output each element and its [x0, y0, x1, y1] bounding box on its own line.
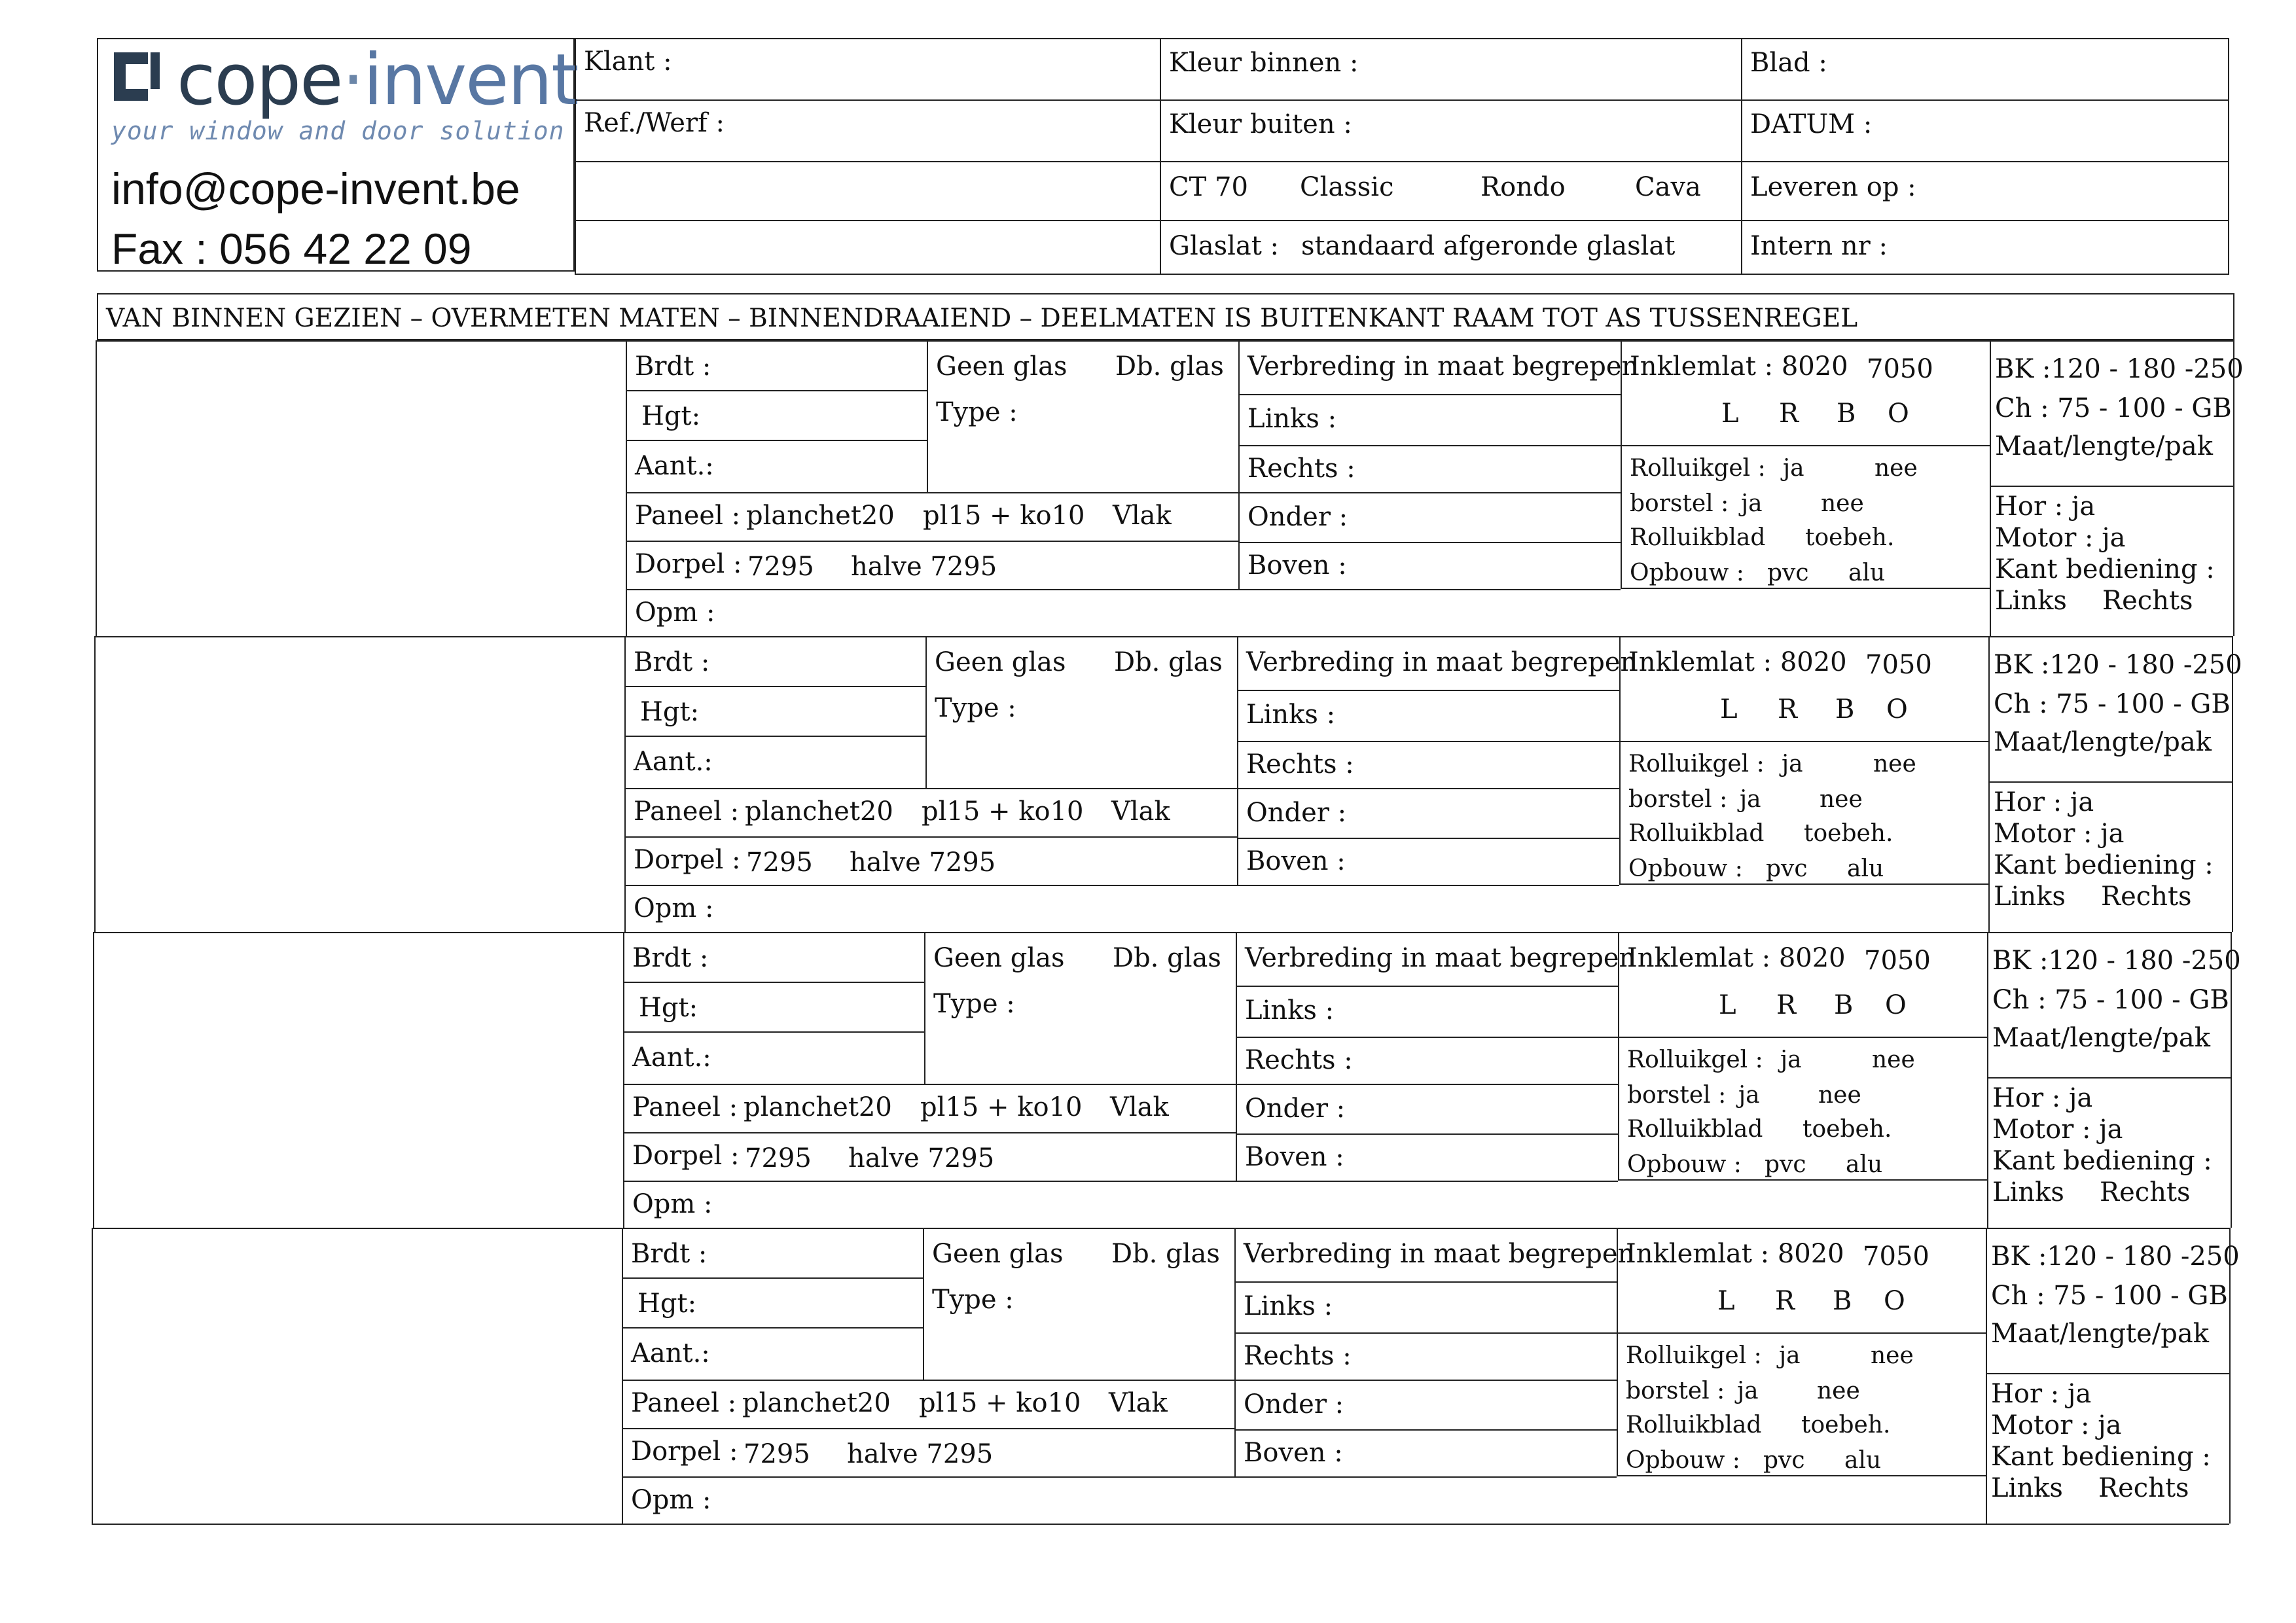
opbouw-label: Opbouw :: [1626, 1447, 1740, 1474]
bk-options[interactable]: BK :120 - 180 -250: [1992, 946, 2241, 976]
kant-rechts-option[interactable]: Rechts: [2101, 882, 2192, 912]
planchet20-option[interactable]: planchet20: [746, 501, 895, 531]
planchet20-option[interactable]: planchet20: [742, 1388, 891, 1418]
pl15-ko10-option[interactable]: pl15 + ko10: [919, 1388, 1081, 1418]
maat-lengte-pak-label: Maat/lengte/pak: [1991, 1319, 2209, 1349]
pl15-ko10-option[interactable]: pl15 + ko10: [922, 796, 1084, 827]
klant-label: Klant :: [584, 46, 672, 77]
maat-lengte-pak-label: Maat/lengte/pak: [1992, 1023, 2210, 1053]
rondo-option[interactable]: Rondo: [1480, 172, 1566, 202]
toebeh-option[interactable]: toebeh.: [1803, 1116, 1892, 1143]
borstel-label: borstel :: [1626, 1378, 1725, 1404]
ch-options[interactable]: Ch : 75 - 100 - GB: [1992, 985, 2229, 1015]
aant-label: Aant.:: [634, 747, 713, 777]
opm-label: Opm :: [634, 893, 714, 923]
verbreding-boven-label: Boven :: [1245, 1142, 1344, 1172]
verbreding-boven-label: Boven :: [1246, 846, 1346, 876]
rolluikgel-ja-option[interactable]: ja: [1783, 455, 1804, 482]
position-o-option[interactable]: O: [1885, 990, 1907, 1020]
pl15-ko10-option[interactable]: pl15 + ko10: [923, 501, 1085, 531]
kant-bediening-label: Kant bediening :: [1992, 1146, 2212, 1176]
position-r-option[interactable]: R: [1778, 694, 1798, 724]
verbreding-label: Verbreding in maat begrepen: [1245, 943, 1636, 973]
type-label: Type :: [936, 397, 1018, 427]
borstel-ja-option[interactable]: ja: [1737, 1378, 1759, 1404]
borstel-label: borstel :: [1627, 1082, 1727, 1109]
type-label: Type :: [935, 693, 1016, 723]
brdt-label: Brdt :: [634, 647, 710, 677]
paneel-label: Paneel :: [632, 1092, 738, 1122]
window-sketch-area-3[interactable]: [96, 935, 620, 1225]
planchet20-option[interactable]: planchet20: [744, 1092, 892, 1122]
window-sketch-area-1[interactable]: [98, 343, 623, 633]
position-r-option[interactable]: R: [1776, 990, 1797, 1020]
position-b-option[interactable]: B: [1834, 990, 1854, 1020]
position-o-option[interactable]: O: [1884, 1286, 1905, 1316]
opm-label: Opm :: [632, 1189, 713, 1219]
kant-rechts-option[interactable]: Rechts: [2100, 1177, 2191, 1207]
rolluikblad-label: Rolluikblad: [1627, 1116, 1763, 1143]
opbouw-label: Opbouw :: [1630, 560, 1744, 586]
toebeh-option[interactable]: toebeh.: [1804, 820, 1893, 847]
dorpel-label: Dorpel :: [635, 549, 742, 579]
hor-ja-option[interactable]: Hor : ja: [1992, 1083, 2093, 1113]
position-l-option[interactable]: L: [1721, 399, 1739, 429]
header-empty-field-1[interactable]: [584, 165, 1147, 217]
opbouw-alu-option[interactable]: alu: [1846, 1151, 1883, 1178]
vlak-option[interactable]: Vlak: [1113, 501, 1172, 531]
window-sketch-area-2[interactable]: [97, 639, 622, 929]
verbreding-onder-label: Onder :: [1247, 502, 1348, 532]
hgt-label: Hgt:: [641, 401, 701, 431]
company-logo-box: [97, 38, 578, 273]
toebeh-option[interactable]: toebeh.: [1801, 1412, 1891, 1438]
verbreding-links-label: Links :: [1245, 995, 1335, 1026]
ch-options[interactable]: Ch : 75 - 100 - GB: [1995, 393, 2232, 423]
motor-ja-option[interactable]: Motor : ja: [1995, 523, 2126, 553]
ch-options[interactable]: Ch : 75 - 100 - GB: [1994, 689, 2231, 719]
position-l-option[interactable]: L: [1720, 694, 1738, 724]
halve-7295-option[interactable]: halve 7295: [850, 847, 996, 878]
kant-links-option[interactable]: Links: [1992, 1177, 2064, 1207]
instruction-text: VAN BINNEN GEZIEN – OVERMETEN MATEN – BINNENDRAAIEND – DEELMATEN IS BUITENKANT RAAM TOT AS TUSSENREGEL: [106, 304, 1858, 333]
maat-lengte-pak-label: Maat/lengte/pak: [1995, 431, 2213, 461]
vlak-option[interactable]: Vlak: [1109, 1388, 1168, 1418]
rolluikgel-label: Rolluikgel :: [1626, 1342, 1762, 1369]
paneel-label: Paneel :: [631, 1388, 737, 1418]
verbreding-onder-label: Onder :: [1244, 1389, 1344, 1419]
hgt-label: Hgt:: [639, 993, 698, 1023]
db-glas-option[interactable]: Db. glas: [1115, 351, 1224, 382]
brdt-label: Brdt :: [635, 351, 711, 382]
verbreding-links-label: Links :: [1246, 700, 1336, 730]
borstel-label: borstel :: [1628, 786, 1728, 813]
brand-tagline: your window and door solution: [111, 116, 565, 145]
aant-label: Aant.:: [631, 1338, 710, 1368]
motor-ja-option[interactable]: Motor : ja: [1991, 1410, 2122, 1440]
borstel-nee-option[interactable]: nee: [1820, 786, 1863, 813]
kant-links-option[interactable]: Links: [1991, 1473, 2063, 1503]
ref-werf-label: Ref./Werf :: [584, 108, 725, 138]
position-l-option[interactable]: L: [1719, 990, 1736, 1020]
verbreding-label: Verbreding in maat begrepen: [1244, 1239, 1635, 1269]
rolluikgel-ja-option[interactable]: ja: [1782, 751, 1803, 777]
dorpel-7295-option[interactable]: 7295: [747, 552, 814, 582]
dorpel-7295-option[interactable]: 7295: [746, 847, 813, 878]
rolluikgel-nee-option[interactable]: nee: [1872, 1046, 1915, 1073]
geen-glas-option[interactable]: Geen glas: [932, 1239, 1064, 1269]
kant-rechts-option[interactable]: Rechts: [2098, 1473, 2189, 1503]
dorpel-label: Dorpel :: [632, 1141, 740, 1171]
hor-ja-option[interactable]: Hor : ja: [1995, 491, 2096, 522]
opbouw-pvc-option[interactable]: pvc: [1766, 855, 1808, 882]
rolluikblad-label: Rolluikblad: [1626, 1412, 1762, 1438]
glaslat-label: Glaslat :: [1169, 231, 1280, 261]
position-r-option[interactable]: R: [1775, 1286, 1795, 1316]
position-b-option[interactable]: B: [1837, 399, 1856, 429]
vlak-option[interactable]: Vlak: [1110, 1092, 1169, 1122]
geen-glas-option[interactable]: Geen glas: [933, 943, 1065, 973]
window-sketch-area-4[interactable]: [94, 1230, 619, 1521]
inklemlat-7050-option[interactable]: 7050: [1864, 946, 1931, 976]
verbreding-onder-label: Onder :: [1246, 798, 1347, 828]
motor-ja-option[interactable]: Motor : ja: [1992, 1115, 2123, 1145]
geen-glas-option[interactable]: Geen glas: [935, 647, 1066, 677]
opbouw-alu-option[interactable]: alu: [1848, 560, 1886, 586]
dorpel-label: Dorpel :: [634, 845, 741, 875]
kant-bediening-label: Kant bediening :: [1995, 554, 2215, 584]
opbouw-alu-option[interactable]: alu: [1844, 1447, 1882, 1474]
verbreding-rechts-label: Rechts :: [1245, 1045, 1353, 1075]
type-label: Type :: [933, 989, 1015, 1019]
type-label: Type :: [932, 1285, 1014, 1315]
kant-rechts-option[interactable]: Rechts: [2102, 586, 2193, 616]
opbouw-pvc-option[interactable]: pvc: [1767, 560, 1809, 586]
hgt-label: Hgt:: [640, 697, 700, 727]
db-glas-option[interactable]: Db. glas: [1111, 1239, 1220, 1269]
contact-email: info@cope-invent.be: [111, 164, 520, 214]
verbreding-links-label: Links :: [1244, 1291, 1333, 1321]
rolluikblad-label: Rolluikblad: [1630, 524, 1766, 551]
opm-label: Opm :: [631, 1485, 711, 1515]
position-r-option[interactable]: R: [1779, 399, 1799, 429]
inklemlat-8020-option[interactable]: Inklemlat : 8020: [1630, 351, 1848, 382]
aant-label: Aant.:: [635, 451, 714, 481]
kant-links-option[interactable]: Links: [1995, 586, 2067, 616]
inklemlat-8020-option[interactable]: Inklemlat : 8020: [1628, 647, 1847, 677]
borstel-nee-option[interactable]: nee: [1818, 1082, 1861, 1109]
toebeh-option[interactable]: toebeh.: [1805, 524, 1895, 551]
verbreding-links-label: Links :: [1247, 404, 1337, 434]
halve-7295-option[interactable]: halve 7295: [847, 1439, 994, 1469]
ch-options[interactable]: Ch : 75 - 100 - GB: [1991, 1281, 2228, 1311]
inklemlat-8020-option[interactable]: Inklemlat : 8020: [1626, 1239, 1844, 1269]
borstel-ja-option[interactable]: ja: [1741, 490, 1763, 517]
db-glas-option[interactable]: Db. glas: [1113, 943, 1221, 973]
verbreding-label: Verbreding in maat begrepen: [1247, 351, 1639, 382]
rolluikgel-nee-option[interactable]: nee: [1871, 1342, 1914, 1369]
verbreding-label: Verbreding in maat begrepen: [1246, 647, 1638, 677]
inklemlat-7050-option[interactable]: 7050: [1867, 354, 1933, 384]
inklemlat-8020-option[interactable]: Inklemlat : 8020: [1627, 943, 1846, 973]
brdt-label: Brdt :: [632, 943, 709, 973]
vlak-option[interactable]: Vlak: [1111, 796, 1170, 827]
aant-label: Aant.:: [632, 1043, 711, 1073]
rolluikgel-ja-option[interactable]: ja: [1780, 1046, 1802, 1073]
planchet20-option[interactable]: planchet20: [745, 796, 893, 827]
borstel-ja-option[interactable]: ja: [1740, 786, 1761, 813]
rolluikgel-label: Rolluikgel :: [1627, 1046, 1763, 1073]
brdt-label: Brdt :: [631, 1239, 708, 1269]
dorpel-label: Dorpel :: [631, 1436, 738, 1467]
intern-nr-label: Intern nr :: [1750, 231, 1888, 261]
verbreding-onder-label: Onder :: [1245, 1094, 1346, 1124]
kant-bediening-label: Kant bediening :: [1991, 1442, 2211, 1472]
bk-options[interactable]: BK :120 - 180 -250: [1991, 1241, 2240, 1272]
rolluikgel-label: Rolluikgel :: [1628, 751, 1765, 777]
rolluikblad-label: Rolluikblad: [1628, 820, 1765, 847]
cope-invent-logo-icon: [111, 50, 162, 103]
ct70-option[interactable]: CT 70: [1169, 172, 1248, 202]
leveren-op-label: Leveren op :: [1750, 172, 1916, 202]
brand-name: cope·invent: [177, 39, 578, 121]
position-l-option[interactable]: L: [1717, 1286, 1735, 1316]
bk-options[interactable]: BK :120 - 180 -250: [1995, 354, 2244, 384]
opm-label: Opm :: [635, 597, 715, 628]
halve-7295-option[interactable]: halve 7295: [851, 552, 997, 582]
bk-options[interactable]: BK :120 - 180 -250: [1994, 650, 2242, 680]
verbreding-boven-label: Boven :: [1247, 550, 1347, 580]
blad-label: Blad :: [1750, 48, 1827, 78]
verbreding-rechts-label: Rechts :: [1244, 1341, 1352, 1371]
motor-ja-option[interactable]: Motor : ja: [1994, 819, 2125, 849]
inklemlat-7050-option[interactable]: 7050: [1865, 650, 1932, 680]
verbreding-boven-label: Boven :: [1244, 1438, 1343, 1468]
geen-glas-option[interactable]: Geen glas: [936, 351, 1067, 382]
rolluikgel-nee-option[interactable]: nee: [1873, 751, 1916, 777]
dorpel-7295-option[interactable]: 7295: [745, 1143, 812, 1173]
hor-ja-option[interactable]: Hor : ja: [1994, 787, 2094, 817]
position-o-option[interactable]: O: [1888, 399, 1909, 429]
kleur-buiten-label: Kleur buiten :: [1169, 109, 1352, 139]
pl15-ko10-option[interactable]: pl15 + ko10: [920, 1092, 1083, 1122]
rolluikgel-ja-option[interactable]: ja: [1779, 1342, 1801, 1369]
rolluikgel-nee-option[interactable]: nee: [1874, 455, 1918, 482]
hgt-label: Hgt:: [637, 1289, 697, 1319]
borstel-nee-option[interactable]: nee: [1817, 1378, 1860, 1404]
db-glas-option[interactable]: Db. glas: [1114, 647, 1223, 677]
contact-fax: Fax : 056 42 22 09: [111, 224, 472, 273]
position-o-option[interactable]: O: [1886, 694, 1908, 724]
glaslat-value: standaard afgeronde glaslat: [1301, 231, 1676, 261]
position-b-option[interactable]: B: [1835, 694, 1855, 724]
kleur-binnen-label: Kleur binnen :: [1169, 48, 1359, 78]
dorpel-7295-option[interactable]: 7295: [744, 1439, 810, 1469]
borstel-nee-option[interactable]: nee: [1821, 490, 1864, 517]
opbouw-label: Opbouw :: [1627, 1151, 1742, 1178]
verbreding-rechts-label: Rechts :: [1247, 454, 1355, 484]
kant-bediening-label: Kant bediening :: [1994, 850, 2214, 880]
inklemlat-7050-option[interactable]: 7050: [1863, 1241, 1929, 1272]
position-b-option[interactable]: B: [1833, 1286, 1852, 1316]
verbreding-rechts-label: Rechts :: [1246, 749, 1354, 779]
opbouw-pvc-option[interactable]: pvc: [1763, 1447, 1805, 1474]
opbouw-alu-option[interactable]: alu: [1847, 855, 1884, 882]
instruction-banner: [97, 293, 2234, 340]
cava-option[interactable]: Cava: [1635, 172, 1701, 202]
maat-lengte-pak-label: Maat/lengte/pak: [1994, 727, 2212, 757]
hor-ja-option[interactable]: Hor : ja: [1991, 1379, 2092, 1409]
opbouw-pvc-option[interactable]: pvc: [1765, 1151, 1806, 1178]
classic-option[interactable]: Classic: [1300, 172, 1394, 202]
opbouw-label: Opbouw :: [1628, 855, 1743, 882]
kant-links-option[interactable]: Links: [1994, 882, 2066, 912]
paneel-label: Paneel :: [634, 796, 740, 827]
paneel-label: Paneel :: [635, 501, 741, 531]
borstel-label: borstel :: [1630, 490, 1729, 517]
halve-7295-option[interactable]: halve 7295: [848, 1143, 995, 1173]
borstel-ja-option[interactable]: ja: [1738, 1082, 1760, 1109]
datum-label: DATUM :: [1750, 109, 1873, 139]
header-empty-field-2[interactable]: [584, 224, 1147, 272]
rolluikgel-label: Rolluikgel :: [1630, 455, 1766, 482]
